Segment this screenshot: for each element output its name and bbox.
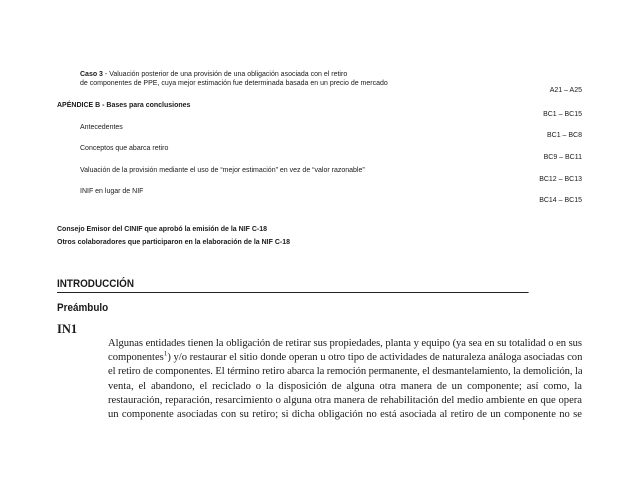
toc-conceptos-ref: BC9 – BC11: [543, 154, 582, 161]
toc-antecedentes-ref: BC1 – BC8: [546, 132, 582, 139]
toc-inif-ref: BC14 – BC15: [539, 197, 582, 204]
paragraph-text: ) y/o restaurar el sitio donde operan u otro tipo de actividades de naturaleza análoga asociadas con: [167, 352, 582, 364]
paragraph-line: restauración, reparación, resarcimiento o alguna otra manera de rehabilitación del medio ambiente en que opera: [108, 394, 582, 406]
paragraph-number-in1: IN1: [57, 322, 78, 336]
paragraph-line: Algunas entidades tienen la obligación de retirar sus propiedades, planta y equipo (ya sea en su totalidad o en sus: [108, 338, 582, 349]
subsection-title-preambulo: Preámbulo: [57, 302, 109, 314]
toc-caso3-line2: de componentes de PPE, cuya mejor estimación fue determinada basada en un precio de mercado: [80, 80, 388, 87]
toc-apendice-b: APÉNDICE B - Bases para conclusiones: [57, 102, 191, 109]
toc-apendice-b-ref: BC1 – BC15: [543, 111, 582, 118]
toc-otros: Otros colaboradores que participaron en la elaboración de la NIF C-18: [57, 239, 291, 246]
toc-antecedentes: Antecedentes: [80, 124, 123, 131]
paragraph-line: un componente asociadas con su retiro; si dicha obligación no está asociada al retiro de un componente no se: [108, 408, 582, 420]
section-title-introduccion: INTRODUCCIÓN: [57, 278, 529, 293]
toc-inif: INIF en lugar de NIF: [80, 188, 144, 195]
toc-conceptos: Conceptos que abarca retiro: [80, 145, 169, 152]
toc-valuacion: Valuación de la provisión mediante el uso de “mejor estimación” en vez de “valor razonable”: [80, 167, 365, 174]
footnote-marker[interactable]: 1: [163, 351, 168, 358]
paragraph-line: el retiro de componentes. El término retiro abarca la remoción permanente, el desmantelamiento, la demolición, la: [108, 366, 582, 378]
toc-valuacion-ref: BC12 – BC13: [539, 176, 582, 183]
paragraph-line: venta, el abandono, el reciclado o la disposición de alguna otra manera de un componente; así como, la: [108, 380, 582, 392]
toc-caso3-ref: A21 – A25: [549, 87, 582, 94]
toc-caso3-label: Caso 3: [80, 71, 103, 78]
paragraph-text: componentes: [108, 352, 164, 364]
paragraph-in1: [108, 337, 582, 422]
toc-consejo: Consejo Emisor del CINIF que aprobó la emisión de la NIF C-18: [57, 226, 268, 233]
toc-caso3-text: - Valuación posterior de una provisión de una obligación asociada con el retiro: [102, 71, 348, 78]
paragraph-line: [108, 351, 582, 365]
